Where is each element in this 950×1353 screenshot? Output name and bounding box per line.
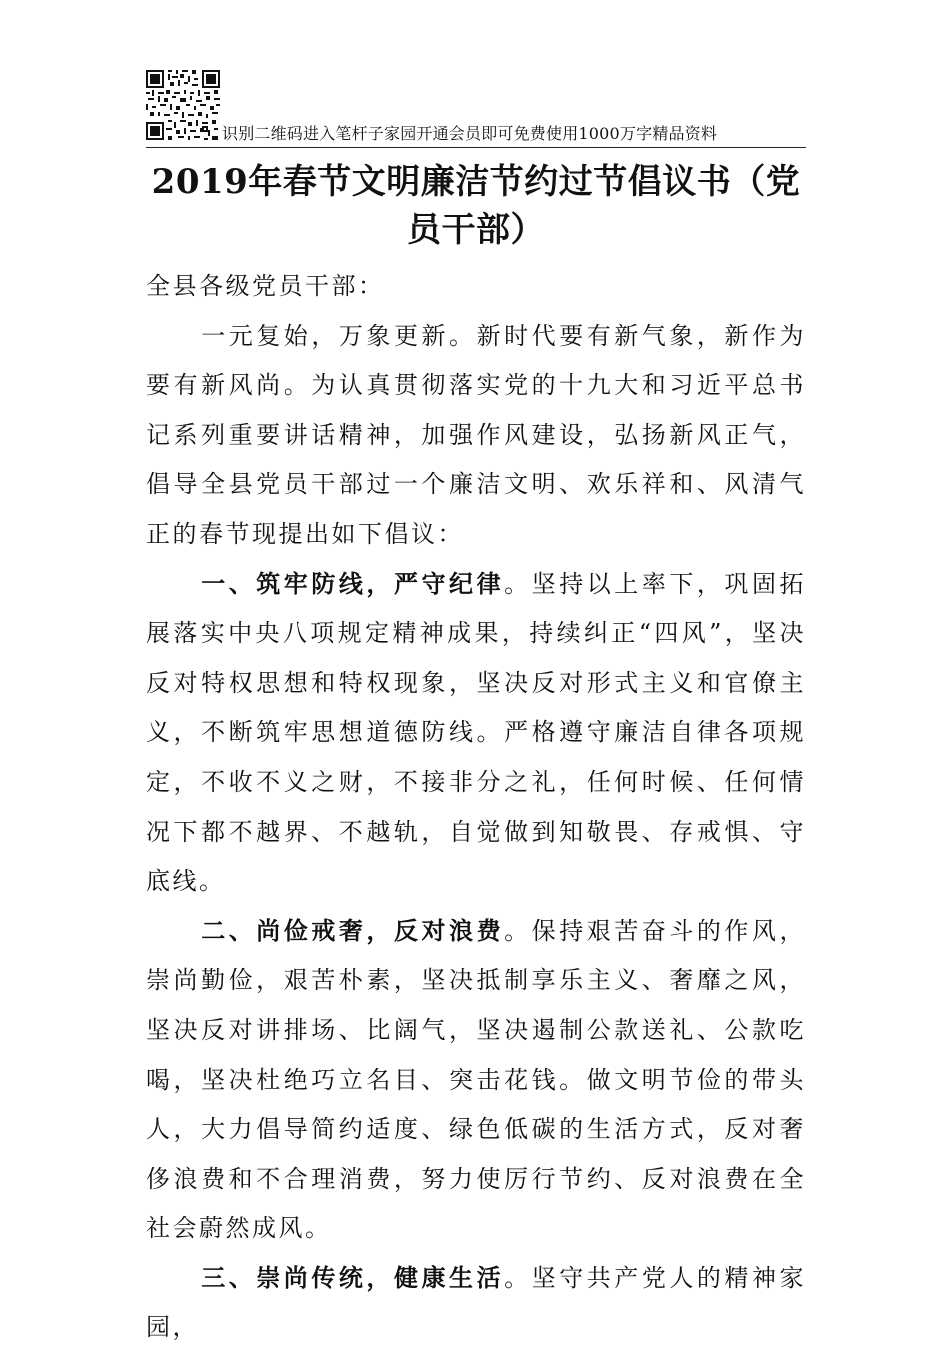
salutation: 全县各级党员干部：: [146, 272, 385, 300]
section-paragraph: [146, 560, 806, 907]
header-divider: [146, 147, 806, 148]
section-heading: 二、尚俭戒奢，反对浪费: [201, 916, 505, 945]
section-paragraph: [146, 1254, 806, 1353]
header-promo-note: 识别二维码进入笔杆子家园开通会员即可免费使用1000万字精品资料: [222, 124, 718, 143]
section-body: 。保持艰苦奋斗的作风，崇尚勤俭，艰苦朴素，坚决抵制享乐主义、奢靡之风，坚决反对讲排场、比阔气，坚决遏制公款送礼、公款吃喝，坚决杜绝巧立名目、突击花钱。做文明节俭的带头人，大力倡导简约适度、绿色低碳的生活方式，反对奢侈浪费和不合理消费，努力使厉行节约、反对浪费在全社会蔚然成风。: [146, 916, 807, 1243]
section-paragraph: [146, 907, 806, 1254]
qr-code-icon: [146, 70, 220, 140]
section-body: 。坚守共产党人的精神家园，: [146, 1263, 807, 1342]
document-title: 2019年春节文明廉洁节约过节倡议书（党员干部）: [151, 162, 801, 250]
section-body: 。坚持以上率下，巩固拓展落实中央八项规定精神成果，持续纠正“四风”，坚决反对特权思想和特权现象，坚决反对形式主义和官僚主义，不断筑牢思想道德防线。严格遵守廉洁自律各项规定，不收不义之财，不接非分之礼，任何时候、任何情况下都不越界、不越轨，自觉做到知敬畏、存戒惧、守底线。: [146, 569, 807, 896]
section-heading: 三、崇尚传统，健康生活: [201, 1263, 505, 1292]
section-heading: 一、筑牢防线，严守纪律: [201, 569, 505, 598]
intro-paragraph: 一元复始，万象更新。新时代要有新气象，新作为要有新风尚。为认真贯彻落实党的十九大和习近平总书记系列重要讲话精神，加强作风建设，弘扬新风正气，倡导全县党员干部过一个廉洁文明、欢乐祥和、风清气正的春节现提出如下倡议：: [146, 321, 806, 548]
document-body: [146, 262, 806, 1353]
